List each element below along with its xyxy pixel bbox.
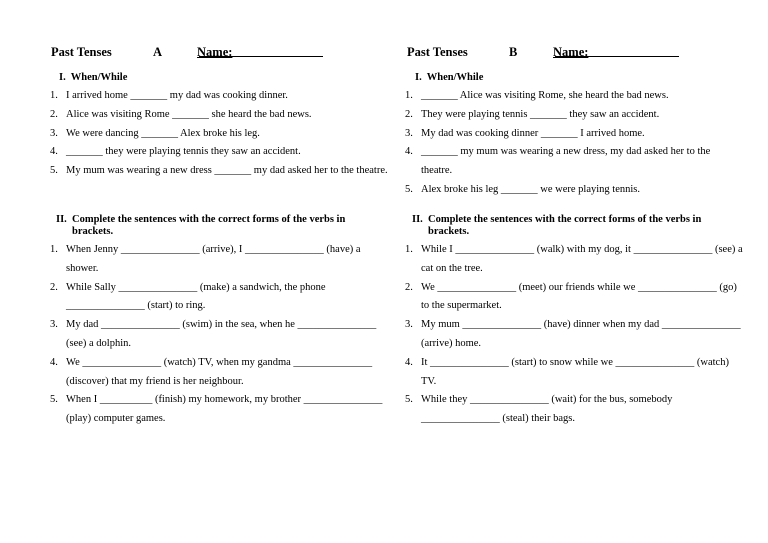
name-label: Name: — [553, 45, 589, 59]
exercise-list — [48, 87, 388, 181]
worksheet-version: B — [509, 45, 518, 59]
section-title: Complete the sentences with the correct forms of the verbs in brackets. — [428, 214, 702, 237]
item-number: 2. — [405, 108, 413, 120]
section-numeral: I. — [59, 72, 66, 83]
item-text: It _______________ (start) to snow while we _______________ (watch) TV. — [421, 356, 729, 387]
item-number: 1. — [405, 244, 413, 255]
item-number: 1. — [50, 244, 58, 255]
exercise-item — [48, 106, 388, 125]
exercise-item — [404, 316, 744, 354]
item-text: We _______________ (meet) our friends while we _______________ (go) to the supermarket. — [421, 281, 737, 312]
section-heading — [415, 72, 483, 84]
item-text: My dad _______________ (swim) in the sea, when he _______________ (see) a dolphin. — [66, 319, 377, 349]
exercise-list — [404, 241, 744, 429]
item-number: 2. — [50, 108, 58, 120]
item-number: 5. — [50, 165, 58, 177]
worksheet-version: A — [153, 45, 163, 59]
exercise-item — [48, 316, 388, 354]
item-number: 1. — [405, 90, 413, 101]
item-text: They were playing tennis _______ they saw an accident. — [421, 108, 660, 120]
item-number: 2. — [405, 281, 413, 293]
worksheet-title: Past Tenses — [51, 45, 112, 59]
exercise-item — [48, 279, 388, 317]
exercise-item — [404, 391, 744, 429]
exercise-item — [404, 354, 744, 392]
section-title: When/While — [70, 72, 128, 83]
name-blank-line[interactable] — [199, 45, 323, 57]
exercise-item — [404, 279, 744, 317]
name-blank-line[interactable] — [555, 45, 679, 57]
item-text: I arrived home _______ my dad was cooking dinner. — [66, 90, 288, 101]
item-text: While Sally _______________ (make) a sandwich, the phone _______________ (start) to ring. — [66, 281, 326, 312]
name-label: Name: — [197, 45, 233, 59]
item-number: 2. — [50, 281, 58, 293]
exercise-list — [404, 87, 744, 200]
exercise-item — [48, 241, 388, 279]
item-number: 3. — [50, 319, 58, 331]
exercise-item — [404, 241, 744, 279]
section-heading — [56, 214, 366, 238]
item-text: _______ they were playing tennis they saw an accident. — [66, 146, 301, 158]
item-text: _______ Alice was visiting Rome, she heard the bad news. — [421, 90, 669, 101]
worksheet-header — [404, 45, 744, 63]
exercise-item — [48, 143, 388, 162]
item-text: My dad was cooking dinner _______ I arrived home. — [421, 127, 645, 139]
exercise-item — [48, 391, 388, 429]
section-numeral: I. — [415, 72, 422, 83]
item-number: 4. — [50, 146, 58, 158]
exercise-list — [48, 241, 388, 429]
item-number: 5. — [405, 183, 413, 195]
item-text: Alex broke his leg _______ we were playing tennis. — [421, 183, 640, 195]
item-number: 4. — [50, 356, 58, 368]
item-number: 5. — [50, 394, 58, 406]
item-text: While I _______________ (walk) with my dog, it _______________ (see) a cat on the tree. — [421, 244, 743, 274]
section-heading — [59, 72, 127, 84]
section-numeral: II. — [56, 214, 67, 225]
item-number: 4. — [405, 146, 413, 158]
worksheet-header — [48, 45, 388, 63]
item-number: 4. — [405, 356, 413, 368]
section-title: When/While — [426, 72, 484, 83]
worksheet-title: Past Tenses — [407, 45, 468, 59]
exercise-item — [48, 125, 388, 144]
item-text: Alice was visiting Rome _______ she heard the bad news. — [66, 108, 312, 120]
item-text: My mum _______________ (have) dinner when my dad _______________ (arrive) home. — [421, 319, 741, 349]
item-text: We _______________ (watch) TV, when my gandma _______________ (discover) that my friend is her neighbour. — [66, 356, 373, 387]
item-text: While they _______________ (wait) for the bus, somebody _______________ (steal) their bags. — [421, 394, 673, 425]
exercise-item — [48, 87, 388, 106]
item-number: 5. — [405, 394, 413, 406]
exercise-item — [404, 143, 744, 181]
section-heading — [412, 214, 722, 238]
exercise-item — [404, 106, 744, 125]
item-text: _______ my mum was wearing a new dress, my dad asked her to the theatre. — [421, 146, 711, 177]
exercise-item — [48, 354, 388, 392]
exercise-item — [404, 181, 744, 200]
item-number: 3. — [405, 319, 413, 331]
item-number: 3. — [50, 127, 58, 139]
exercise-item — [404, 87, 744, 106]
exercise-item — [48, 162, 388, 181]
section-numeral: II. — [412, 214, 423, 225]
item-text: We were dancing _______ Alex broke his leg. — [66, 127, 260, 139]
exercise-item — [404, 125, 744, 144]
item-number: 1. — [50, 90, 58, 101]
section-title: Complete the sentences with the correct forms of the verbs in brackets. — [72, 214, 346, 237]
item-number: 3. — [405, 127, 413, 139]
item-text: When I __________ (finish) my homework, my brother _______________ (play) computer games. — [66, 394, 383, 425]
item-text: My mum was wearing a new dress _______ my dad asked her to the theatre. — [66, 165, 388, 177]
item-text: When Jenny _______________ (arrive), I _______________ (have) a shower. — [66, 244, 361, 274]
